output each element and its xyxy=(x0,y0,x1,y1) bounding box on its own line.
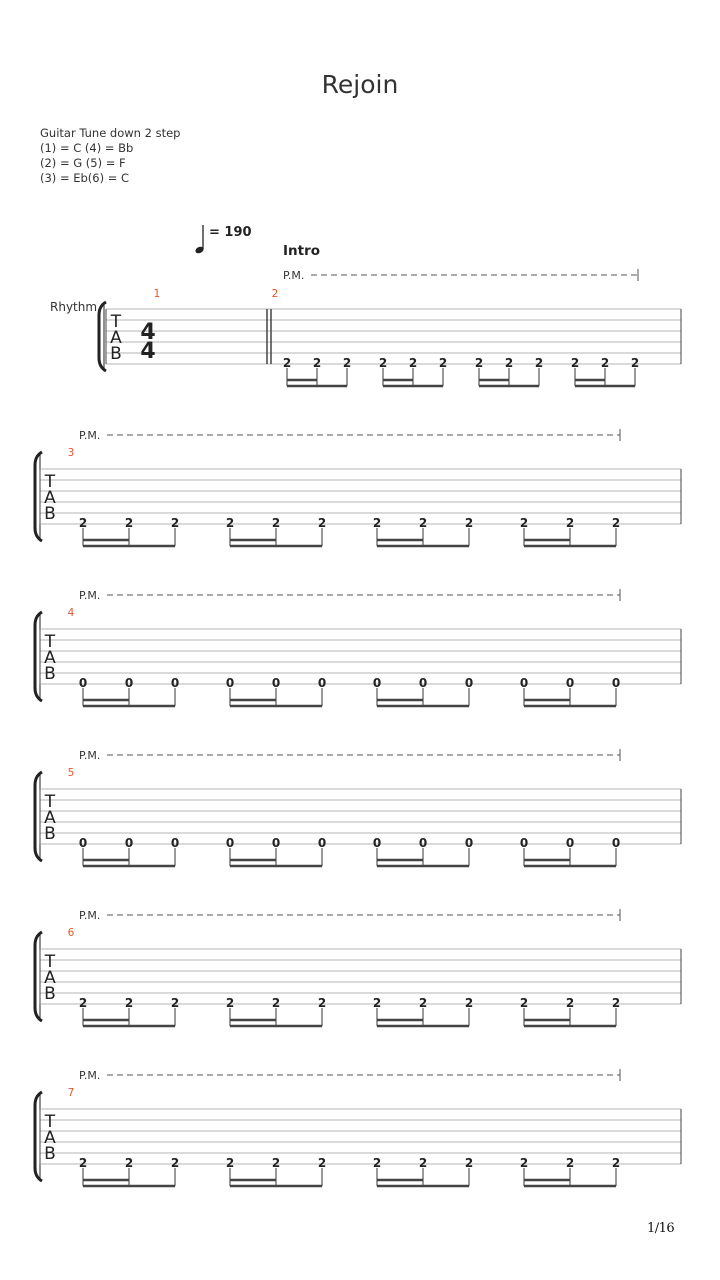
measure-number: 4 xyxy=(67,607,75,619)
fret-number: 0 xyxy=(565,836,575,850)
fret-number: 2 xyxy=(611,1156,621,1170)
fret-number: 0 xyxy=(124,676,134,690)
staff-bracket xyxy=(35,772,42,861)
fret-number: 2 xyxy=(372,996,382,1010)
fret-number: 2 xyxy=(474,356,484,370)
measure-number: 6 xyxy=(67,927,75,939)
fret-number: 2 xyxy=(464,516,474,530)
palm-mute-label: P.M. xyxy=(79,909,101,922)
fret-number: 2 xyxy=(418,516,428,530)
fret-number: 2 xyxy=(565,516,575,530)
fret-number: 0 xyxy=(418,836,428,850)
fret-number: 2 xyxy=(438,356,448,370)
tab-clef-letter: T xyxy=(44,792,56,812)
tab-clef-letter: T xyxy=(44,952,56,972)
tab-clef-letter: A xyxy=(44,488,56,508)
fret-number: 2 xyxy=(418,1156,428,1170)
fret-number: 2 xyxy=(170,516,180,530)
fret-number: 2 xyxy=(611,516,621,530)
tab-clef-letter: A xyxy=(44,808,56,828)
fret-number: 0 xyxy=(464,836,474,850)
fret-number: 2 xyxy=(600,356,610,370)
fret-number: 2 xyxy=(170,996,180,1010)
fret-number: 2 xyxy=(630,356,640,370)
measure-number: 3 xyxy=(67,447,75,459)
tab-clef-letter: T xyxy=(44,632,56,652)
fret-number: 2 xyxy=(312,356,322,370)
fret-number: 2 xyxy=(519,516,529,530)
fret-number: 2 xyxy=(78,996,88,1010)
fret-number: 2 xyxy=(418,996,428,1010)
fret-number: 0 xyxy=(124,836,134,850)
fret-number: 0 xyxy=(565,676,575,690)
fret-number: 2 xyxy=(78,516,88,530)
fret-number: 2 xyxy=(225,516,235,530)
fret-number: 2 xyxy=(282,356,292,370)
fret-number: 2 xyxy=(464,1156,474,1170)
fret-number: 2 xyxy=(372,516,382,530)
tab-clef-letter: A xyxy=(44,648,56,668)
tab-clef-letter: B xyxy=(44,504,56,524)
fret-number: 0 xyxy=(78,676,88,690)
fret-number: 0 xyxy=(418,676,428,690)
tempo-value: = 190 xyxy=(209,225,252,240)
fret-number: 2 xyxy=(464,996,474,1010)
tab-clef-letter: A xyxy=(44,968,56,988)
fret-number: 0 xyxy=(372,676,382,690)
time-signature-numerator: 4 xyxy=(140,320,156,345)
fret-number: 2 xyxy=(342,356,352,370)
fret-number: 2 xyxy=(519,1156,529,1170)
fret-number: 2 xyxy=(317,996,327,1010)
fret-number: 2 xyxy=(378,356,388,370)
fret-number: 2 xyxy=(504,356,514,370)
fret-number: 2 xyxy=(225,1156,235,1170)
fret-number: 2 xyxy=(565,996,575,1010)
fret-number: 0 xyxy=(464,676,474,690)
tab-clef-letter: A xyxy=(110,328,122,348)
fret-number: 2 xyxy=(317,1156,327,1170)
time-signature-denominator: 4 xyxy=(140,339,156,364)
fret-number: 0 xyxy=(78,836,88,850)
fret-number: 2 xyxy=(124,1156,134,1170)
measure-number: 1 xyxy=(153,288,161,300)
fret-number: 0 xyxy=(170,676,180,690)
palm-mute-label: P.M. xyxy=(79,749,101,762)
tab-clef-letter: B xyxy=(44,664,56,684)
staff-bracket xyxy=(35,1092,42,1181)
fret-number: 2 xyxy=(317,516,327,530)
staff-bracket xyxy=(35,452,42,541)
fret-number: 0 xyxy=(317,676,327,690)
tab-clef-letter: B xyxy=(44,1144,56,1164)
fret-number: 2 xyxy=(570,356,580,370)
tuning-line: (3) = Eb(6) = C xyxy=(40,171,130,185)
fret-number: 0 xyxy=(317,836,327,850)
fret-number: 2 xyxy=(519,996,529,1010)
fret-number: 2 xyxy=(271,516,281,530)
tab-clef-letter: A xyxy=(44,1128,56,1148)
staff-bracket xyxy=(35,932,42,1021)
fret-number: 0 xyxy=(225,676,235,690)
song-title: Rejoin xyxy=(321,70,399,99)
tuning-line: (1) = C (4) = Bb xyxy=(40,141,134,155)
page-number: 1/16 xyxy=(647,1221,675,1236)
palm-mute-label: P.M. xyxy=(79,1069,101,1082)
tab-clef-letter: B xyxy=(110,344,122,364)
fret-number: 2 xyxy=(271,1156,281,1170)
fret-number: 0 xyxy=(611,836,621,850)
fret-number: 2 xyxy=(170,1156,180,1170)
section-label: Intro xyxy=(283,243,321,259)
tab-clef-letter: B xyxy=(44,824,56,844)
fret-number: 0 xyxy=(271,836,281,850)
measure-number: 2 xyxy=(271,288,279,300)
measure-number: 7 xyxy=(67,1087,75,1099)
palm-mute-label: P.M. xyxy=(79,589,101,602)
fret-number: 0 xyxy=(519,676,529,690)
fret-number: 0 xyxy=(519,836,529,850)
fret-number: 2 xyxy=(225,996,235,1010)
track-name: Rhythm xyxy=(50,300,98,314)
fret-number: 2 xyxy=(124,996,134,1010)
measure-number: 5 xyxy=(67,767,75,779)
tuning-heading: Guitar Tune down 2 step xyxy=(40,126,181,140)
fret-number: 2 xyxy=(78,1156,88,1170)
tuning-line: (2) = G (5) = F xyxy=(40,156,126,170)
tab-clef-letter: B xyxy=(44,984,56,1004)
fret-number: 0 xyxy=(611,676,621,690)
fret-number: 2 xyxy=(372,1156,382,1170)
fret-number: 0 xyxy=(271,676,281,690)
palm-mute-label: P.M. xyxy=(79,429,101,442)
fret-number: 0 xyxy=(372,836,382,850)
fret-number: 0 xyxy=(225,836,235,850)
fret-number: 2 xyxy=(534,356,544,370)
staff-bracket xyxy=(99,302,106,371)
tab-clef-letter: T xyxy=(110,312,122,332)
tab-clef-letter: T xyxy=(44,1112,56,1132)
fret-number: 2 xyxy=(611,996,621,1010)
fret-number: 2 xyxy=(271,996,281,1010)
fret-number: 0 xyxy=(170,836,180,850)
staff-bracket xyxy=(35,612,42,701)
fret-number: 2 xyxy=(124,516,134,530)
fret-number: 2 xyxy=(565,1156,575,1170)
fret-number: 2 xyxy=(408,356,418,370)
tab-clef-letter: T xyxy=(44,472,56,492)
palm-mute-label: P.M. xyxy=(283,269,305,282)
